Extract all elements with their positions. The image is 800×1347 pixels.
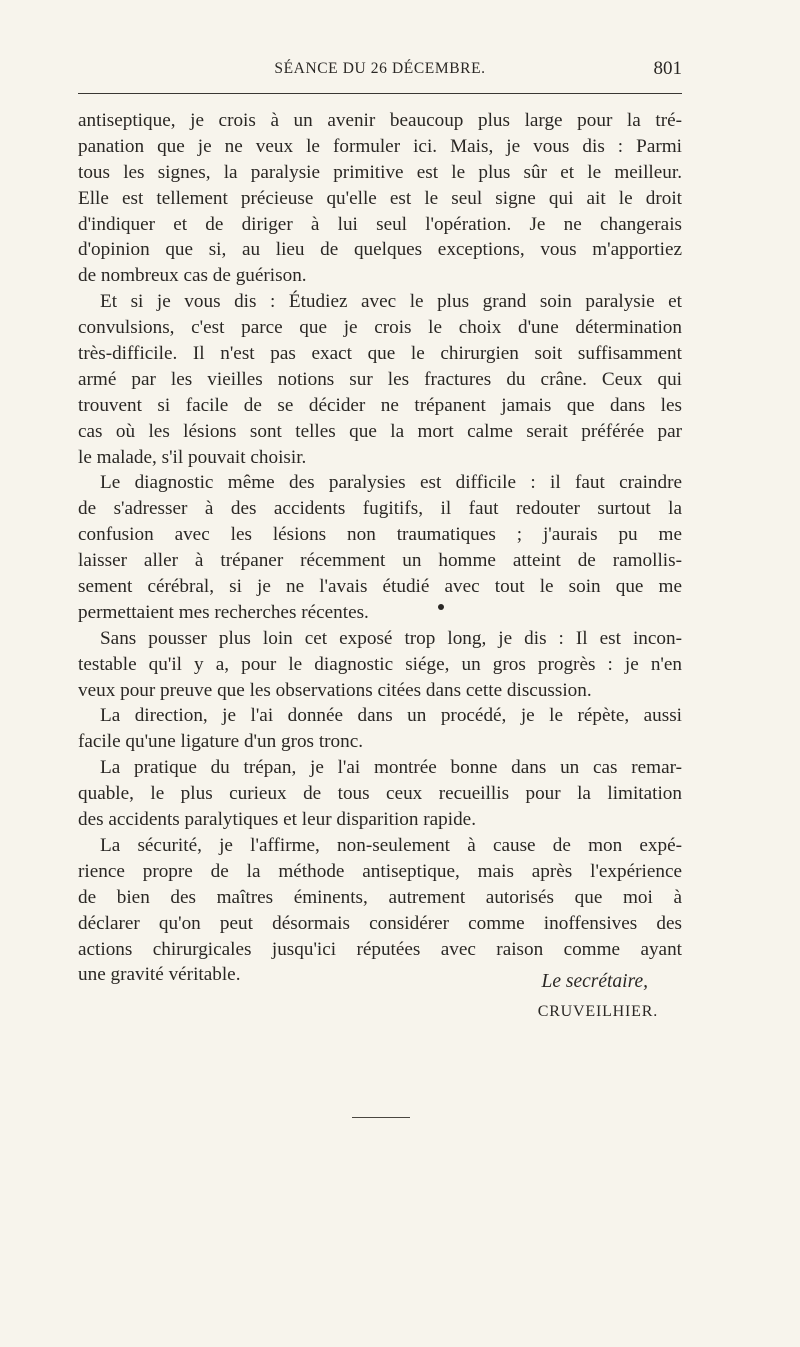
- text-line: panation que je ne veux le formuler ici. Mais, je vous dis : Parmi: [78, 135, 682, 157]
- paragraph: [78, 470, 682, 625]
- paragraph: [78, 626, 682, 704]
- end-rule: [352, 1117, 410, 1118]
- text-line: facile qu'une ligature d'un gros tronc.: [78, 731, 364, 753]
- text-line: rience propre de la méthode antiseptique, mais après l'expérience: [78, 860, 682, 882]
- text-line: confusion avec les lésions non traumatiques ; j'aurais pu me: [78, 524, 682, 546]
- text-line: le malade, s'il pouvait choisir.: [78, 446, 307, 468]
- ink-spot: [438, 604, 444, 610]
- text-line: armé par les vieilles notions sur les fractures du crâne. Ceux qui: [78, 368, 682, 390]
- text-line: La sécurité, je l'affirme, non-seulement à cause de mon expé-: [100, 834, 682, 856]
- signature-title: Le secrétaire,: [541, 971, 648, 992]
- text-line: de nombreux cas de guérison.: [78, 265, 307, 287]
- text-line: sement cérébral, si je ne l'avais étudié avec tout le soin que me: [78, 576, 682, 598]
- paragraph: [78, 833, 682, 988]
- text-line: actions chirurgicales jusqu'ici réputées avec raison comme ayant: [78, 938, 682, 960]
- text-line: une gravité véritable.: [78, 964, 241, 986]
- text-line: tous les signes, la paralysie primitive est le plus sûr et le meilleur.: [78, 161, 682, 183]
- text-line: des accidents paralytiques et leur disparition rapide.: [78, 809, 477, 831]
- text-line: veux pour preuve que les observations citées dans cette discussion.: [78, 679, 592, 701]
- running-head-title: SÉANCE DU 26 DÉCEMBRE.: [274, 60, 486, 77]
- text-line: de bien des maîtres éminents, autrement autorisés que moi à: [78, 886, 682, 908]
- paragraph: [78, 108, 682, 289]
- text-line: Elle est tellement précieuse qu'elle est le seul signe qui ait le droit: [78, 187, 682, 209]
- text-line: Et si je vous dis : Étudiez avec le plus grand soin paralysie et: [100, 291, 682, 313]
- text-line: très-difficile. Il n'est pas exact que le chirurgien soit suffisamment: [78, 343, 682, 365]
- signature-name: CRUVEILHIER.: [537, 1003, 658, 1020]
- text-line: Sans pousser plus loin cet exposé trop long, je dis : Il est incon-: [100, 627, 682, 649]
- page-number: 801: [653, 58, 682, 79]
- text-line: La direction, je l'ai donnée dans un procédé, je le répète, aussi: [100, 705, 682, 727]
- text-line: quable, le plus curieux de tous ceux recueillis pour la limitation: [78, 783, 682, 805]
- text-line: trouvent si facile de se décider ne trépanent jamais que dans les: [78, 394, 682, 416]
- text-line: testable qu'il y a, pour le diagnostic siége, un gros progrès : je n'en: [78, 653, 682, 675]
- text-line: d'opinion que si, au lieu de quelques exceptions, vous m'apportiez: [78, 239, 682, 261]
- running-head: [78, 58, 682, 86]
- text-line: de s'adresser à des accidents fugitifs, il faut redouter surtout la: [78, 498, 682, 520]
- text-line: laisser aller à trépaner récemment un homme atteint de ramollis-: [78, 550, 682, 572]
- text-line: convulsions, c'est parce que je crois le choix d'une détermination: [78, 317, 682, 339]
- header-rule: [78, 93, 682, 94]
- paragraph: [78, 755, 682, 833]
- paragraph: [78, 703, 682, 755]
- text-line: Le diagnostic même des paralysies est difficile : il faut craindre: [100, 472, 682, 494]
- text-line: cas où les lésions sont telles que la mort calme serait préférée par: [78, 420, 682, 442]
- text-line: permettaient mes recherches récentes.: [78, 601, 369, 623]
- text-line: d'indiquer et de diriger à lui seul l'opération. Je ne changerais: [78, 213, 682, 235]
- text-line: La pratique du trépan, je l'ai montrée bonne dans un cas remar-: [100, 757, 682, 779]
- body-text: [78, 108, 682, 988]
- signature-block: [78, 968, 658, 1026]
- text-line: déclarer qu'on peut désormais considérer comme inoffensives des: [78, 912, 682, 934]
- text-line: antiseptique, je crois à un avenir beaucoup plus large pour la tré-: [78, 110, 682, 131]
- paragraph: [78, 289, 682, 470]
